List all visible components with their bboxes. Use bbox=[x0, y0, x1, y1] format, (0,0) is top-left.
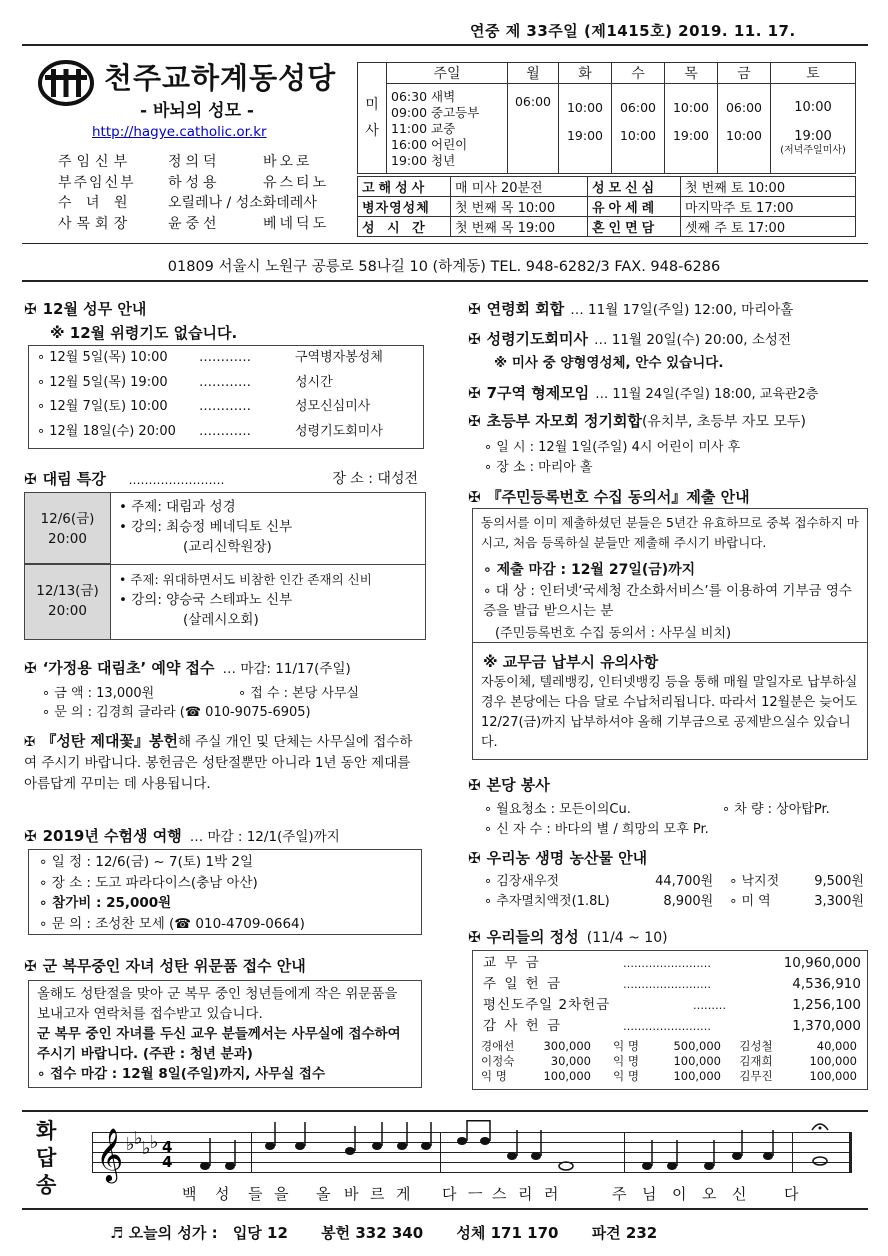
table-row: 교 무 금 …………………… 10,960,000 bbox=[483, 955, 861, 971]
list-item: ∘ 추자멸치액젓(1.8L) 8,900원 ∘ 미 역 3,300원 bbox=[484, 894, 864, 909]
lecture-date: 12/6(금) 20:00 bbox=[25, 493, 111, 564]
music-notes-icon bbox=[92, 1120, 852, 1190]
funeral-society-notice: ✠ 연령회 회합 … 11월 17일(주일) 12:00, 마리아홀 bbox=[468, 300, 794, 318]
day-header: 금 bbox=[718, 63, 771, 84]
parish-service-title: ✠ 본당 봉사 bbox=[468, 776, 550, 794]
list-item: ∘ 12월 7일(토) 10:00 ………… 성모신심미사 bbox=[37, 399, 371, 414]
charismatic-mass-note: ※ 미사 중 양형영성체, 안수 있습니다. bbox=[494, 355, 724, 371]
list-item: ∘ 12월 5일(목) 10:00 ………… 구역병자봉성체 bbox=[37, 350, 383, 365]
consent-form-title: ✠ 『주민등록번호 수집 동의서』제출 안내 bbox=[468, 488, 750, 506]
today-hymns: ♬ 오늘의 성가 : 입당 12 봉헌 332 340 성체 171 170 파견 232 bbox=[110, 1224, 658, 1242]
table-row: 평신도주일 2차헌금 ……… 1,256,100 bbox=[483, 997, 861, 1013]
sacrament-row: 성 시 간 첫 번째 목 19:00 혼인면담 셋째 주 토 17:00 bbox=[358, 217, 856, 237]
list-item: ∘ 참가비 : 25,000원 bbox=[39, 895, 172, 911]
list-item: ∘ 12월 18일(수) 20:00 ………… 성령기도회미사 bbox=[37, 423, 383, 439]
lecture-details: • 주제: 대림과 성경 • 강의: 최승정 베네딕토 신부 (교리신학원장) bbox=[119, 499, 293, 555]
tithe-notice-title: ※ 교무금 납부시 유의사항 bbox=[483, 653, 659, 671]
header-rule bbox=[22, 44, 868, 46]
day-header: 토 bbox=[771, 63, 856, 84]
saturday-masses: 10:00 19:00 (저녁주일미사) bbox=[771, 84, 856, 174]
advent-lecture-title: ✠ 대림 특강 …………………… 장 소 : 대성전 bbox=[24, 470, 418, 488]
vehicle-duty: ∘ 차 량 : 상아탑Pr. bbox=[722, 802, 830, 817]
svg-text:♭: ♭ bbox=[150, 1132, 159, 1153]
church-subtitle: - 바뇌의 성모 - bbox=[140, 101, 254, 121]
psalm-label: 화 답 송 bbox=[36, 1119, 57, 1197]
december-note: ※ 12월 위령기도 없습니다. bbox=[50, 324, 238, 342]
december-schedule-box bbox=[28, 345, 424, 449]
offering-totals bbox=[483, 953, 861, 1037]
address-rule-bottom bbox=[22, 280, 868, 282]
advent-wreath-title: ✠ ‘가정용 대림초’ 예약 접수 … 마감: 11/17(주일) bbox=[24, 659, 351, 677]
christmas-flowers-notice: ✠ 『성탄 제대꽃』봉헌해 주실 개인 및 단체는 사무실에 접수하여 주시기 바랍니다. 봉헌금은 성탄절뿐만 아니라 1년 동안 제대를 아름답게 꾸미는 데 사용됩니다. bbox=[24, 732, 413, 792]
offering-title: ✠ 우리들의 정성 (11/4 ~ 10) bbox=[468, 928, 668, 946]
music-staff bbox=[92, 1127, 852, 1181]
svg-text:♭: ♭ bbox=[126, 1134, 135, 1155]
consent-form-location: (주민등록번호 수집 동의서 : 사무실 비치) bbox=[495, 626, 732, 641]
church-address: 01809 서울시 노원구 공릉로 58나길 10 (하계동) TEL. 948-6282/3 FAX. 948-6286 bbox=[167, 259, 721, 275]
svg-text:♭: ♭ bbox=[142, 1138, 151, 1159]
military-notice-box bbox=[28, 980, 422, 1088]
table-row: 경애선 300,000 익 명 500,000 김성철 40,000 bbox=[481, 1039, 857, 1053]
advent-lecture-box bbox=[24, 492, 426, 640]
svg-text:♭: ♭ bbox=[134, 1128, 143, 1149]
issue-info: 연중 제 33주일 (제1415호) 2019. 11. 17. bbox=[470, 22, 796, 40]
offering-box bbox=[472, 950, 868, 1090]
notice-text: 군 복무 중인 자녀를 두신 교우 분들께서는 사무실에 접수하여 주시기 바랍니다. (주관 : 청년 분과) bbox=[37, 1026, 401, 1062]
sunday-masses: 06:30 새벽 09:00 중고등부 11:00 교중 16:00 어린이 19:00 청년 bbox=[387, 84, 508, 174]
list-item: ∘ 장 소 : 도고 파라다이스(충남 아산) bbox=[39, 874, 258, 891]
lecture-date: 12/13(금) 20:00 bbox=[25, 565, 111, 639]
table-row: 익 명 100,000 익 명 100,000 김무진 100,000 bbox=[481, 1069, 857, 1083]
staff-row: 부주임신부 하성용 유스티노 bbox=[58, 174, 330, 191]
exam-trip-title: ✠ 2019년 수험생 여행 … 마감 : 12/1(주일)까지 bbox=[24, 827, 340, 845]
psalm-lyrics: 백 성 들 을 올 바 르 게 다 ㅡ 스 리 러 주 님 이 오 신 다 bbox=[182, 1185, 799, 1203]
charismatic-mass-notice: ✠ 성령기도회미사 … 11월 20일(수) 20:00, 소성전 bbox=[468, 330, 792, 348]
wreath-reception: ∘ 접 수 : 본당 사무실 bbox=[238, 686, 360, 701]
mothers-meeting-time: ∘ 일 시 : 12월 1일(주일) 4시 어린이 미사 후 bbox=[484, 440, 741, 455]
list-item: ∘ 12월 5일(목) 19:00 ………… 성시간 bbox=[37, 374, 333, 390]
staff-row: 사목회장 윤중선 베네딕도 bbox=[58, 215, 330, 232]
sacrament-row: 고해성사 매 미사 20분전 성모신심 첫 번째 토 10:00 bbox=[358, 177, 856, 197]
church-name: 천주교하계동성당 bbox=[104, 61, 337, 95]
exam-trip-box bbox=[28, 849, 422, 935]
mothers-meeting-notice: ✠ 초등부 자모회 정기회합(유치부, 초등부 자모 모두) bbox=[468, 412, 806, 430]
parishioner-duty: ∘ 신 자 수 : 바다의 별 / 희망의 모후 Pr. bbox=[484, 822, 709, 837]
consent-deadline: ∘ 제출 마감 : 12월 27일(금)까지 bbox=[483, 562, 696, 578]
mass-side-label: 미 사 bbox=[358, 63, 387, 174]
mothers-meeting-place: ∘ 장 소 : 마리아 홀 bbox=[484, 460, 593, 475]
tuesday-masses: 10:00 19:00 bbox=[559, 84, 612, 174]
friday-masses: 06:00 10:00 bbox=[718, 84, 771, 174]
address-rule-top bbox=[22, 243, 868, 244]
sacrament-row: 병자영성체 첫 번째 목 10:00 유아세례 마지막주 토 17:00 bbox=[358, 197, 856, 217]
lecture-details: • 주제: 위대하면서도 비참한 인간 존재의 신비 • 강의: 양승국 스테파노 신부 (살레시오회) bbox=[119, 572, 372, 628]
cleaning-duty: ∘ 월요청소 : 모든이의Cu. bbox=[484, 802, 631, 817]
wednesday-masses: 06:00 10:00 bbox=[612, 84, 665, 174]
staff-list bbox=[58, 152, 329, 234]
consent-divider bbox=[473, 642, 867, 643]
day-header: 목 bbox=[665, 63, 718, 84]
day-header: 화 bbox=[559, 63, 612, 84]
tithe-notice-text: 자동이체, 텔레뱅킹, 인터넷뱅킹 등을 통해 매월 말일자로 납부하실 경우 본당에는 다음 달로 수납처리됩니다. 따라서 12월분은 늦어도 12/27(금)까지 납부하셔야 올해 기부금으로 공제받으실수 있습니다. bbox=[481, 675, 858, 750]
consent-form-box bbox=[472, 508, 868, 760]
day-header: 수 bbox=[612, 63, 665, 84]
table-row: 주 일 헌 금 …………………… 4,536,910 bbox=[483, 976, 861, 992]
svg-text:𝄞: 𝄞 bbox=[96, 1127, 124, 1181]
sacraments-table bbox=[357, 176, 856, 237]
mass-schedule-table bbox=[357, 62, 856, 174]
notice-deadline: ∘ 접수 마감 : 12월 8일(주일)까지, 사무실 접수 bbox=[37, 1066, 326, 1082]
svg-text:4: 4 bbox=[162, 1153, 173, 1171]
thursday-masses: 10:00 19:00 bbox=[665, 84, 718, 174]
church-logo-icon bbox=[38, 60, 94, 106]
music-rule-bottom bbox=[22, 1208, 868, 1210]
day-header: 월 bbox=[508, 63, 559, 84]
farm-products-title: ✠ 우리농 생명 농산물 안내 bbox=[468, 849, 648, 867]
consent-target: ∘ 대 상 : 인터넷‘국세청 간소화서비스’를 이용하여 기부금 영수증을 발급 받으시는 분 bbox=[483, 583, 852, 619]
day-header: 주일 bbox=[387, 63, 508, 84]
district7-meeting-notice: ✠ 7구역 형제모임 … 11월 24일(주일) 18:00, 교육관2층 bbox=[468, 384, 819, 402]
list-item: ∘ 일 정 : 12/6(금) ~ 7(토) 1박 2일 bbox=[39, 854, 254, 870]
december-notice-title: ✠ 12월 성무 안내 bbox=[24, 300, 147, 318]
farm-products-list bbox=[484, 872, 864, 912]
military-notice-title: ✠ 군 복무중인 자녀 성탄 위문품 접수 안내 bbox=[24, 957, 306, 975]
monday-masses: 06:00 bbox=[508, 84, 559, 174]
staff-row: 수 녀 원 오릴레나 / 성소화데레사 bbox=[58, 195, 317, 211]
list-item: ∘ 김장새우젓 44,700원 ∘ 낙지젓 9,500원 bbox=[484, 874, 864, 889]
table-row: 감 사 헌 금 …………………… 1,370,000 bbox=[483, 1018, 861, 1034]
donor-list bbox=[481, 1039, 861, 1084]
staff-row: 주임신부 정의덕 바오로 bbox=[58, 154, 313, 170]
website-link[interactable]: http://hagye.catholic.or.kr bbox=[92, 124, 267, 140]
svg-text:4: 4 bbox=[162, 1138, 173, 1156]
wreath-contact: ∘ 문 의 : 김경희 글라라 (☎ 010-9075-6905) bbox=[42, 705, 311, 720]
consent-intro: 동의서를 이미 제출하셨던 분들은 5년간 유효하므로 중복 접수하지 마시고, 처음 등록하실 분들만 제출해 주시기 바랍니다. bbox=[481, 515, 859, 550]
list-item: ∘ 문 의 : 조성찬 모세 (☎ 010-4709-0664) bbox=[39, 915, 305, 932]
notice-text: 올해도 성탄절을 맞아 군 복무 중인 청년들에게 작은 위문품을 보내고자 연락처를 접수받고 있습니다. bbox=[37, 986, 398, 1022]
table-row: 이정숙 30,000 익 명 100,000 김재희 100,000 bbox=[481, 1054, 857, 1068]
wreath-price: ∘ 금 액 : 13,000원 bbox=[42, 686, 155, 701]
music-rule-top bbox=[22, 1110, 868, 1112]
